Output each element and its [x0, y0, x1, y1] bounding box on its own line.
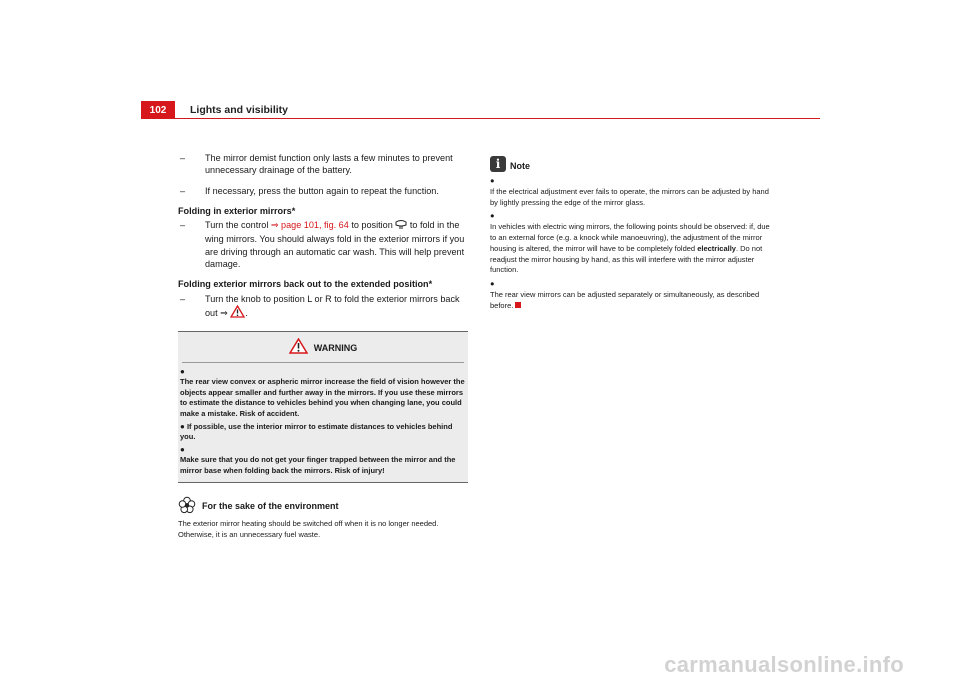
warning-box: [178, 331, 468, 482]
fold-out-item: [178, 293, 468, 322]
warning-text: The rear view convex or aspheric mirror increase the field of vision however the objects appear smaller and further away in the mirrors. If you use these mirrors to estimate the distance to vehicles behind you when changing lane, you could make a mistake. Risk of accident.: [180, 377, 465, 418]
page-number: [141, 101, 175, 119]
bullet: ●: [490, 176, 495, 185]
repeat-text: If necessary, press the button again to repeat the function.: [205, 185, 439, 196]
fold-in-text-b: to position: [348, 220, 396, 231]
left-column: [178, 152, 468, 540]
bullet: ●: [180, 366, 185, 376]
warning-text: Make sure that you do not get your finger trapped between the mirror and the mirror base when folding back the mirrors. Risk of injury!: [180, 455, 456, 475]
note-text: In vehicles with electric wing mirrors, the following points should be observed: if, due to an external force (e.g. a knock while manoeuvring), the adjustment of the mirror housing is altered, the mirror will have to be completely folded: [490, 222, 770, 253]
info-icon: i: [490, 156, 506, 172]
dash-marker: –: [180, 185, 186, 196]
warning-item: [180, 367, 466, 420]
fold-in-text-c: to fold in the wing mirrors. You should always fold in the exterior mirrors if you are driving through an automatic car wash. This will help prevent damage.: [205, 220, 465, 270]
environment-title: For the sake of the environment: [202, 501, 339, 511]
warning-text: If possible, use the interior mirror to estimate distances to vehicles behind you.: [180, 421, 453, 442]
demist-text: The mirror demist function only lasts a few minutes to prevent unnecessary drainage of the battery.: [205, 153, 453, 176]
note-item: [490, 279, 770, 311]
note-text: If the electrical adjustment ever fails to operate, the mirrors can be adjusted by hand by lightly pressing the edge of the mirror glass.: [490, 186, 769, 207]
fold-out-text: Turn the knob to position L or R to fold the exterior mirrors back out ⇒: [205, 293, 460, 318]
warning-triangle-icon: [230, 305, 245, 321]
note-emphasis: electrically: [697, 243, 736, 253]
warning-item: [180, 445, 466, 477]
repeat-item: [178, 185, 468, 197]
warning-title: WARNING: [313, 342, 358, 353]
note-text: . Do not readjust the mirror housing by hand, as this will interfere with the mirror adjuster function.: [490, 243, 763, 275]
warning-item: [180, 422, 466, 443]
warning-triangle-icon: [289, 338, 308, 357]
bullet: ●: [180, 444, 185, 454]
header-rule: [141, 118, 820, 119]
bullet: ●: [180, 421, 185, 431]
flower-icon: [178, 496, 196, 517]
dash-marker: –: [180, 293, 186, 304]
fold-in-text-a: Turn the control: [205, 220, 271, 231]
fold-in-heading: Folding in exterior mirrors*: [178, 205, 296, 216]
mirror-fold-icon: [395, 219, 407, 233]
dash-marker: –: [180, 220, 186, 231]
warning-header: [182, 336, 464, 362]
page-reference-link[interactable]: ⇒ page 101, fig. 64: [270, 220, 349, 231]
fold-out-heading: Folding exterior mirrors back out to the extended position*: [178, 279, 433, 290]
note-title: Note: [510, 161, 530, 172]
note-item: [490, 211, 770, 276]
environment-body: The exterior mirror heating should be switched off when it is no longer needed. Otherwise, it is an unnecessary fuel waste.: [178, 518, 439, 539]
warning-body: [178, 363, 468, 477]
watermark: carmanualsonline.info: [664, 652, 904, 677]
bullet: ●: [490, 211, 495, 221]
note-header: [490, 156, 770, 172]
bullet: ●: [490, 279, 495, 289]
right-column: [490, 156, 770, 315]
fold-in-item: [178, 219, 468, 270]
note-item: [490, 176, 770, 208]
dash-marker: –: [180, 153, 186, 163]
page-number-text: 102: [149, 104, 167, 116]
section-end-icon: [515, 302, 521, 308]
environment-header: [178, 496, 468, 517]
fold-out-end: .: [245, 307, 248, 318]
demist-item: [178, 152, 468, 177]
section-title: Lights and visibility: [190, 104, 289, 116]
note-text: The rear view mirrors can be adjusted separately or simultaneously, as described before.: [490, 289, 760, 310]
